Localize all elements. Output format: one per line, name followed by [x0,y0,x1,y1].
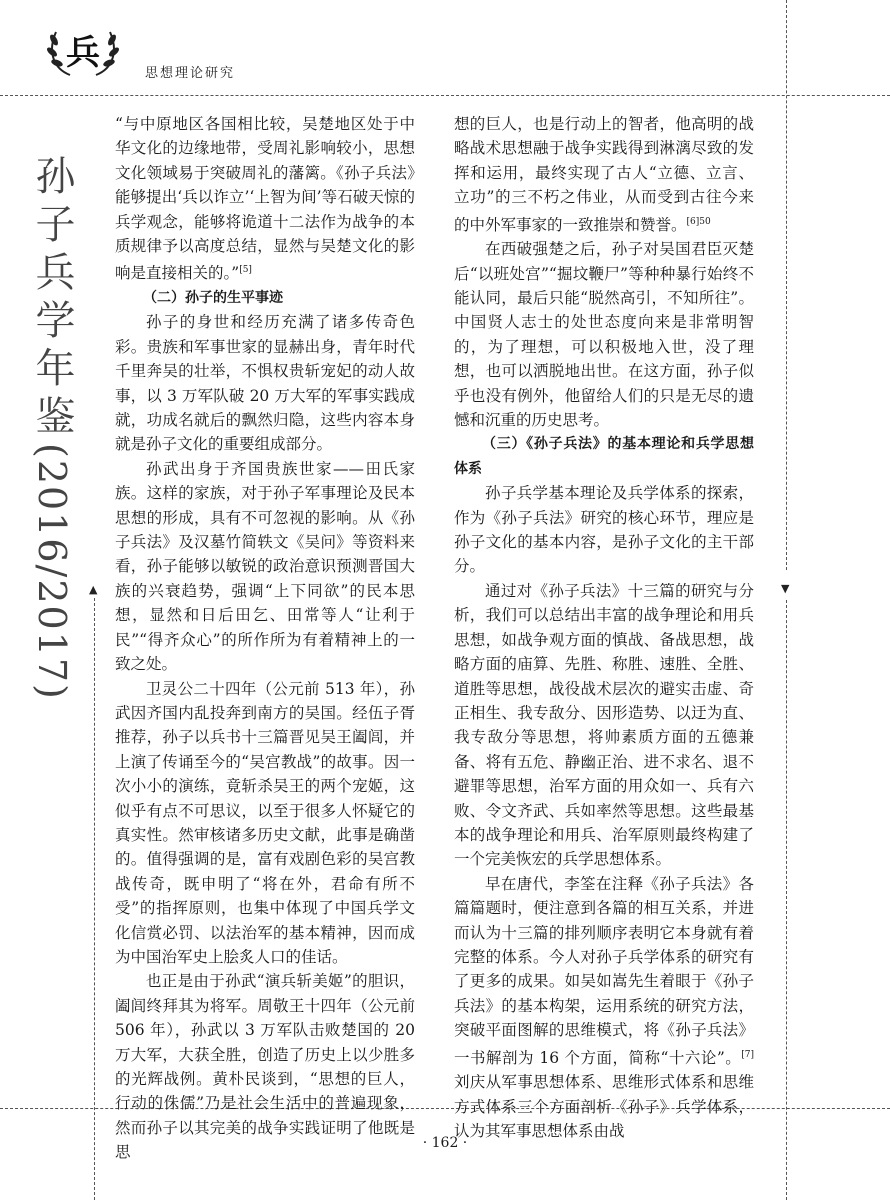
text-column-right [454,112,754,1143]
subheading: （三）《孙子兵法》的基本理论和兵学思想体系 [454,436,754,477]
paragraph: “与中原地区各国相比较，吴楚地区处于中华文化的边缘地带，受周礼影响较小，思想文化领域易于突破周礼的藩篱。《孙子兵法》能够提出‘兵以诈立’‘上智为间’等石破天惊的兵学观念，能够将诡道十二法作为战争的本质规律予以高度总结，显然与吴楚文化的影响是直接相关的。”[5] [115,115,415,283]
subheading: （二）孙子的生平事迹 [143,290,283,306]
paragraph: 也正是由于孙武“演兵斩美姬”的胆识，阖闾终拜其为将军。周敬王十四年（公元前 506 年），孙武以 3 万军队击败楚国的 20 万大军，大获全胜，创造了历史上以少胜多的光辉战例。黄朴民谈到，“思想的巨人，行动的侏儒”乃是社会生活中的普遍现象，然而孙子以其完美的战争实践证明了他既是思 [115,972,415,1162]
paragraph: 想的巨人，也是行动上的智者，他高明的战略战术思想融于战争实践得到淋漓尽致的发挥和运用，最终实现了古人“立德、立言、立功”的三不朽之伟业，从而受到古往今来的中外军事家的一致推崇和赞誉。$^{[6]50}$ [454,115,754,234]
paragraph: 通过对《孙子兵法》十三篇的研究与分析，我们可以总结出丰富的战争理论和用兵思想，如战争观方面的慎战、备战思想，战略方面的庙算、先胜、称胜、速胜、全胜、道胜等思想，战役战术层次的避实击虚、奇正相生、我专敌分、因形造势、以迂为直、我专敌分等思想，将帅素质方面的五德兼备、将有五危、静幽正治、进不求名、退不避罪等思想，治军方面的用众如一、兵有六败、令文齐武、兵如率然等思想。这些最基本的战争理论和用兵、治军原则最终构建了一个完美恢宏的兵学思想体系。 [454,581,754,869]
section-title: 思想理论研究 [145,66,236,81]
right-margin-line-bottom [786,600,787,1200]
header-divider [0,95,890,96]
book-year: (2016/2017) [30,443,74,701]
citation-ref: [5] [239,265,252,276]
page-number: · 162 · [422,1135,468,1151]
paragraph: 早在唐代，李筌在注释《孙子兵法》各篇篇题时，便注意到各篇的相互关系，并进而认为十三篇的排列顺序表明它本身就有着完整的体系。今人对孙子兵学体系的研究有了更多的成果。如吴如嵩先生着眼于《孙子兵法》的基本构架，运用系统的研究方法，突破平面图解的思维模式，将《孙子兵法》一书解剖为 16 个方面，简称“十六论”。[7]刘庆从军事思想体系、思维形式体系和思维方式体系三个方面剖析《孙子》兵学体系，认为其军事思想体系由战 [454,874,754,1140]
paragraph: 卫灵公二十四年（公元前 513 年），孙武因齐国内乱投奔到南方的吴国。经伍子胥推荐，孙子以兵书十三篇晋见吴王阖闾，并上演了传诵至今的“吴宫教战”的故事。因一次小小的演练，竟斩杀吴王的两个宠姬，这似乎有点不可思议，以至于很多人怀疑它的真实性。然审核诸多历史文献，此事是确凿的。值得强调的是，富有戏剧色彩的吴宫教战传奇，既申明了“将在外，君命有所不受”的指挥原则，也集中体现了中国兵学文化信赏必罚、以法治军的基本精神，因而成为中国治军史上脍炙人口的佳话。 [115,679,415,966]
logo-glyph: 兵 [66,33,100,73]
paragraph: 孙子兵学基本理论及兵学体系的探索，作为《孙子兵法》研究的核心环节，理应是孙子文化的基本内容，是孙子文化的主干部分。 [454,484,754,576]
text-column-left [115,112,415,1165]
paragraph: 孙子的身世和经历充满了诸多传奇色彩。贵族和军事世家的显赫出身，青年时代千里奔吴的壮举，不惧权贵斩宠妃的动人故事，以 3 万军队破 20 万大军的军事实践成就，功成名就后的飘然归隐，这些内容本身就是孙子文化的重要组成部分。 [115,313,415,454]
yearbook-logo-icon [40,20,126,80]
right-margin-line-top [786,0,787,570]
down-arrow-icon: ▼ [781,582,790,595]
paragraph: 孙武出身于齐国贵族世家——田氏家族。这样的家族，对于孙子军事理论及民本思想的形成，具有不可忽视的影响。从《孙子兵法》及汉墓竹简轶文《吴问》等资料来看，孙子能够以敏锐的政治意识预测晋国大族的兴衰趋势，强调“上下同欲”的民本思想，显然和日后田乞、田常等人“让利于民”“得齐众心”的所作所为有着精神上的一致之处。 [115,459,415,674]
paragraph: 在西破强楚之后，孙子对吴国君臣灭楚后“以班处宫”“掘坟鞭尸”等种种暴行始终不能认同，最后只能“脱然高引，不知所往”。中国贤人志士的处世态度向来是非常明智的，为了理想，可以积极地入世，没了理想，也可以洒脱地出世。在这方面，孙子似乎也没有例外，他留给人们的只是无尽的遗憾和沉重的历史思考。 [454,240,754,430]
citation-ref: [6]50 [686,216,711,227]
left-margin-line [94,598,95,1200]
up-arrow-icon: ▲ [89,583,98,596]
book-title-vertical [22,155,82,701]
book-title: 孙子兵学年鉴 [29,155,75,443]
citation-ref: [7] [741,1049,754,1060]
